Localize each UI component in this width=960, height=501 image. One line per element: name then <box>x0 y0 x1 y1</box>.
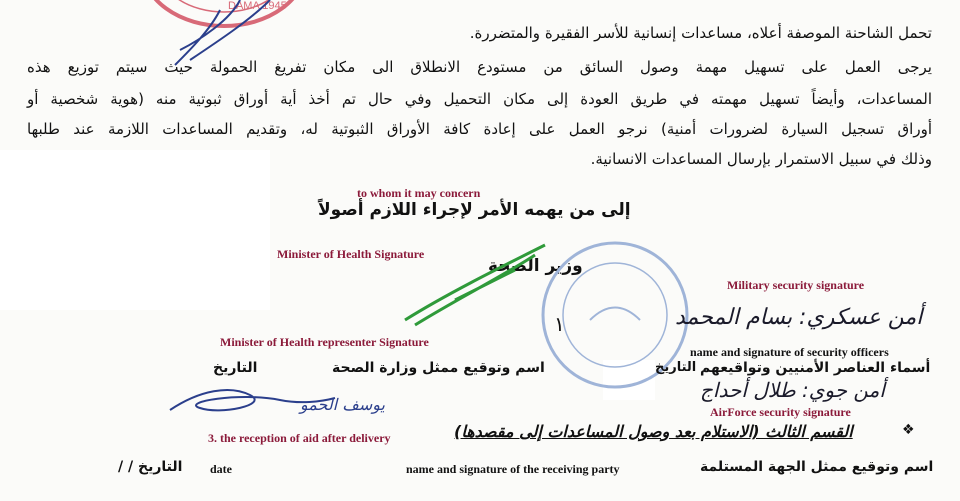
letter-line-3: المساعدات، وأيضاً تسهيل مهمته في طريق العودة إلى مكان التحميل وفي حال تم أخذ أية أوراق ثبوتية منه (هوية شخصية أو <box>27 90 932 108</box>
letter-line-5: وذلك في سبيل الاستمرار بإرسال المساعدات الانسانية. <box>590 150 932 168</box>
letter-line-4: أوراق تسجيل السيارة لضرورات أمنية) نرجو العمل على إعادة كافة الأوراق الثبوتية له، وتقديم المساعدات اللازمة عند طلبها <box>27 120 932 138</box>
military-handwritten-name: أمن عسكري: بسام المحمد <box>675 305 923 330</box>
representer-label: اسم وتوقيع ممثل وزارة الصحة <box>332 360 545 376</box>
annotation-military-sig: Military security signature <box>727 278 865 292</box>
redaction-left <box>0 150 270 310</box>
minister-title: وزير الصحة <box>488 256 583 276</box>
annotation-reception: 3. the reception of aid after delivery <box>208 431 391 445</box>
annotation-security-officers: name and signature of security officers <box>690 345 889 359</box>
annotation-minister-sig: Minister of Health Signature <box>277 247 425 261</box>
annotation-representer-sig: Minister of Health representer Signature <box>220 335 429 349</box>
letter-line-2: يرجى العمل على تسهيل مهمة وصول السائق من مستودع الانطلاق الى مكان تفريغ الحمولة حيث سيتم توزيع هذه <box>27 58 932 76</box>
security-date-label: التاريخ <box>655 360 697 375</box>
airforce-handwritten-name: أمن جوي: طلال أحداج <box>700 378 885 402</box>
receiving-date-label: التاريخ / / <box>118 459 183 475</box>
letter-line-1: تحمل الشاحنة الموصفة أعلاه، مساعدات إنسانية للأسر الفقيرة والمتضررة. <box>469 24 932 42</box>
section-three-heading: القسم الثالث (الاستلام بعد وصول المساعدات إلى مقصدها) <box>454 422 853 441</box>
annotation-date: date <box>210 462 232 476</box>
diamond-bullet-icon: ❖ <box>902 422 915 438</box>
annotation-airforce-sig: AirForce security signature <box>710 405 851 419</box>
representer-signature <box>160 380 340 425</box>
security-names-label: أسماء العناصر الأمنيين وتواقيعهم <box>700 360 931 376</box>
annotation-receiving-party: name and signature of the receiving party <box>406 462 620 476</box>
representer-date-label: التاريخ <box>213 360 258 376</box>
representer-handwritten-name: يوسف الحمو <box>300 395 385 414</box>
greeting: إلى من يهمه الأمر لإجراء اللازم أصولاً <box>318 200 631 220</box>
receiving-label: اسم وتوقيع ممثل الجهة المستلمة <box>700 459 934 475</box>
annotation-to-whom: to whom it may concern <box>357 186 481 200</box>
handwritten-number-one: ١ <box>554 312 565 336</box>
stamp-text: DAMA 1945 <box>228 0 287 12</box>
